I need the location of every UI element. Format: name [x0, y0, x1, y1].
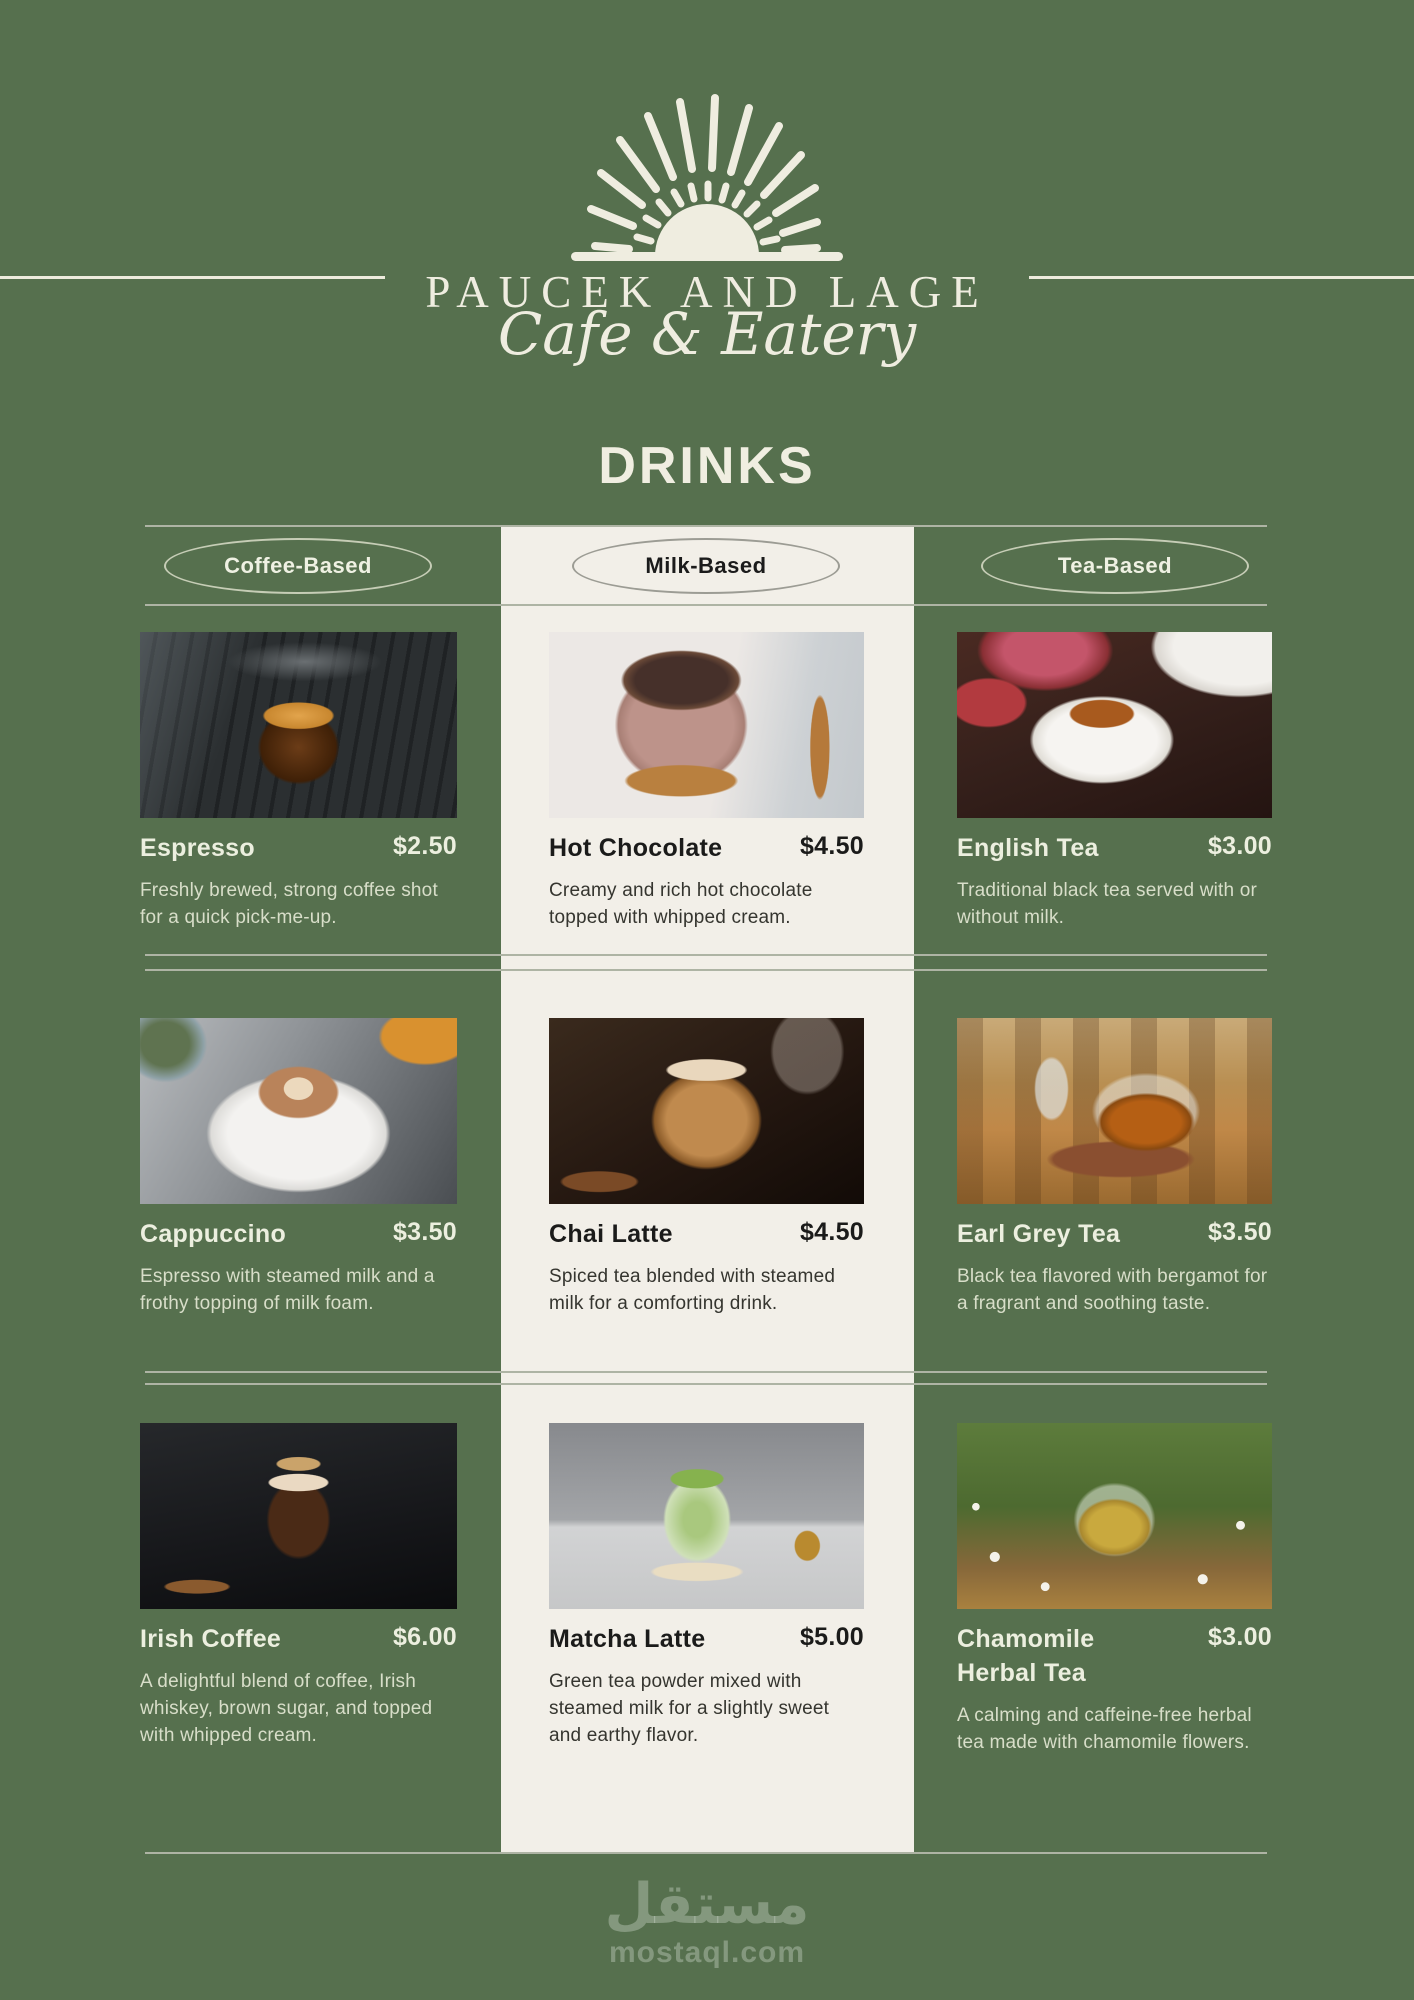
- espresso-photo: [140, 632, 457, 818]
- item-description: Freshly brewed, strong coffee shot for a quick pick-me-up.: [140, 879, 438, 928]
- menu-item-chamomile-herbal-tea: [957, 1423, 1272, 1756]
- brand-tagline: Cafe & Eatery: [497, 300, 917, 368]
- item-description: Green tea powder mixed with steamed milk for a slightly sweet and earthy flavor.: [549, 1670, 830, 1746]
- sunburst-logo-icon: [557, 88, 857, 278]
- item-price: $3.50: [392, 1218, 457, 1246]
- item-price: $5.00: [799, 1623, 864, 1651]
- english-tea-photo: [957, 632, 1272, 818]
- earl-grey-tea-photo: [957, 1018, 1272, 1204]
- hot-chocolate-photo: [549, 632, 864, 818]
- rule-row1-a: [145, 954, 1267, 956]
- category-label: Tea-Based: [1057, 553, 1173, 578]
- item-price: $3.00: [1207, 1623, 1272, 1651]
- chai-latte-photo: [549, 1018, 864, 1204]
- menu-item-cappuccino: [140, 1018, 457, 1317]
- rule-row1-b: [145, 969, 1267, 971]
- item-price: $3.50: [1207, 1218, 1272, 1246]
- item-name: Chamomile Herbal Tea: [957, 1625, 1095, 1687]
- category-pill-milk-based: [572, 538, 840, 594]
- menu-item-earl-grey-tea: [957, 1018, 1272, 1317]
- item-name: Espresso: [140, 834, 255, 862]
- watermark-arabic: مستقل: [604, 1872, 810, 1937]
- item-price: $4.50: [799, 832, 864, 860]
- item-price: $6.00: [392, 1623, 457, 1651]
- item-name: Cappuccino: [140, 1220, 287, 1248]
- item-description: A calming and caffeine-free herbal tea made with chamomile flowers.: [957, 1704, 1252, 1753]
- item-description: Espresso with steamed milk and a frothy topping of milk foam.: [140, 1265, 435, 1314]
- menu-item-chai-latte: [549, 1018, 864, 1317]
- rule-above-categories: [145, 525, 1267, 527]
- matcha-latte-photo: [549, 1423, 864, 1609]
- brand-name: PAUCEK AND LAGE: [425, 267, 989, 317]
- rule-below-categories: [145, 604, 1267, 606]
- item-name: Earl Grey Tea: [957, 1220, 1121, 1248]
- rule-row2-a: [145, 1371, 1267, 1373]
- menu-item-hot-chocolate: [549, 632, 864, 931]
- item-price: $2.50: [392, 832, 457, 860]
- item-name: Irish Coffee: [140, 1625, 282, 1653]
- category-pill-coffee-based: [164, 538, 432, 594]
- item-description: Traditional black tea served with or without milk.: [957, 879, 1258, 928]
- menu-item-espresso: [140, 632, 457, 931]
- item-description: Creamy and rich hot chocolate topped with whipped cream.: [549, 879, 813, 928]
- cappuccino-photo: [140, 1018, 457, 1204]
- category-label: Coffee-Based: [224, 553, 372, 578]
- menu-item-irish-coffee: [140, 1423, 457, 1749]
- item-description: A delightful blend of coffee, Irish whiskey, brown sugar, and topped with whipped cream.: [140, 1670, 433, 1746]
- item-name: Chai Latte: [549, 1220, 673, 1248]
- irish-coffee-photo: [140, 1423, 457, 1609]
- item-price: $4.50: [799, 1218, 864, 1246]
- page-title: DRINKS: [598, 437, 816, 495]
- menu-item-english-tea: [957, 632, 1272, 931]
- item-description: Black tea flavored with bergamot for a fragrant and soothing taste.: [957, 1265, 1268, 1314]
- category-label: Milk-Based: [645, 553, 767, 578]
- category-pill-tea-based: [981, 538, 1249, 594]
- chamomile-herbal-tea-photo: [957, 1423, 1272, 1609]
- item-name: English Tea: [957, 834, 1099, 862]
- rule-row2-b: [145, 1383, 1267, 1385]
- item-name: Matcha Latte: [549, 1625, 706, 1653]
- item-description: Spiced tea blended with steamed milk for a comforting drink.: [549, 1265, 836, 1314]
- rule-bottom: [145, 1852, 1267, 1854]
- item-name: Hot Chocolate: [549, 834, 723, 862]
- item-price: $3.00: [1207, 832, 1272, 860]
- menu-item-matcha-latte: [549, 1423, 864, 1749]
- watermark-domain: mostaql.com: [608, 1936, 806, 1969]
